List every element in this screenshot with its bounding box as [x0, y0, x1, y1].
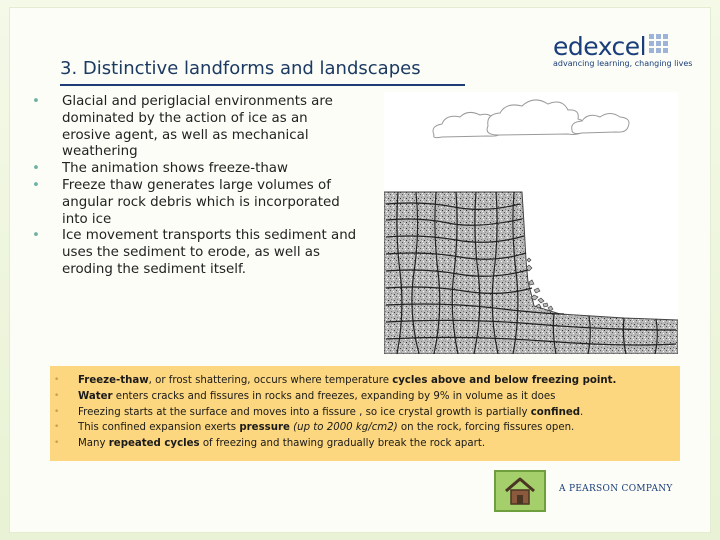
note-item: [54, 373, 672, 389]
title-underline: [60, 84, 465, 86]
edexcel-logo: [553, 32, 693, 68]
bullet-dot: •: [32, 94, 40, 109]
note-text: .: [580, 406, 584, 418]
note-emphasis: Freeze-thaw: [78, 375, 149, 386]
note-text: Freezing starts at the surface and moves into a fissure , so ice crystal growth is partially: [78, 406, 531, 418]
logo-word: edexcel: [553, 32, 647, 61]
slide-title: 3. Distinctive landforms and landscapes: [60, 58, 421, 79]
note-dot: •: [54, 375, 60, 385]
bullet-item: [30, 178, 360, 228]
note-emphasis: Water: [78, 390, 113, 402]
bullet-dot: •: [32, 228, 40, 244]
freeze-thaw-animation: [384, 92, 678, 354]
note-italic: (up to 2000 kg/cm2): [293, 422, 398, 434]
note-text: This confined expansion exerts: [78, 422, 240, 434]
note-emphasis: confined: [530, 406, 581, 418]
notes-list: [54, 373, 672, 452]
note-item: [54, 420, 672, 436]
note-dot: •: [54, 438, 60, 449]
note-emphasis: repeated cycles: [108, 438, 200, 450]
bullet-item: [30, 94, 360, 161]
bullet-text: Freeze thaw generates large volumes of angular rock debris which is incorporated into ice: [62, 177, 340, 227]
note-item: [54, 405, 672, 421]
logo-tagline: advancing learning, changing lives: [553, 59, 693, 68]
note-text: of freezing and thawing gradually break the rock apart.: [199, 438, 486, 450]
note-dot: •: [54, 422, 60, 433]
note-item: [54, 389, 672, 405]
home-button[interactable]: [494, 470, 546, 512]
note-text: on the rock, forcing fissures open.: [397, 422, 575, 434]
note-emphasis: pressure: [239, 422, 290, 434]
bullet-dot: •: [32, 161, 40, 177]
note-dot: •: [54, 406, 60, 417]
note-item: [54, 436, 672, 452]
note-text: enters cracks and fissures in rocks and freezes, expanding by 9% in volume as it does: [112, 390, 556, 402]
bullet-text: The animation shows freeze-thaw: [62, 161, 288, 177]
note-text: , or frost shattering, occurs where temperature: [148, 375, 393, 386]
note-emphasis: cycles above and below freezing point.: [392, 375, 617, 386]
bullet-dot: •: [32, 177, 40, 193]
bullet-item: [30, 161, 360, 178]
home-icon: [503, 476, 537, 506]
bullet-text: Ice movement transports this sediment and uses the sediment to erode, as well as eroding the sediment itself.: [62, 228, 357, 277]
bullet-list: [30, 94, 360, 279]
bullet-text: Glacial and periglacial environments are dominated by the action of ice as an erosive agent, as well as mechanical weathering: [62, 94, 333, 160]
pearson-company-label: A PEARSON COMPANY: [559, 484, 673, 494]
bullet-item: [30, 228, 360, 278]
grid-icon: [649, 34, 669, 56]
note-text: Many: [78, 438, 109, 450]
note-dot: •: [54, 390, 60, 401]
notes-box: [50, 366, 680, 461]
